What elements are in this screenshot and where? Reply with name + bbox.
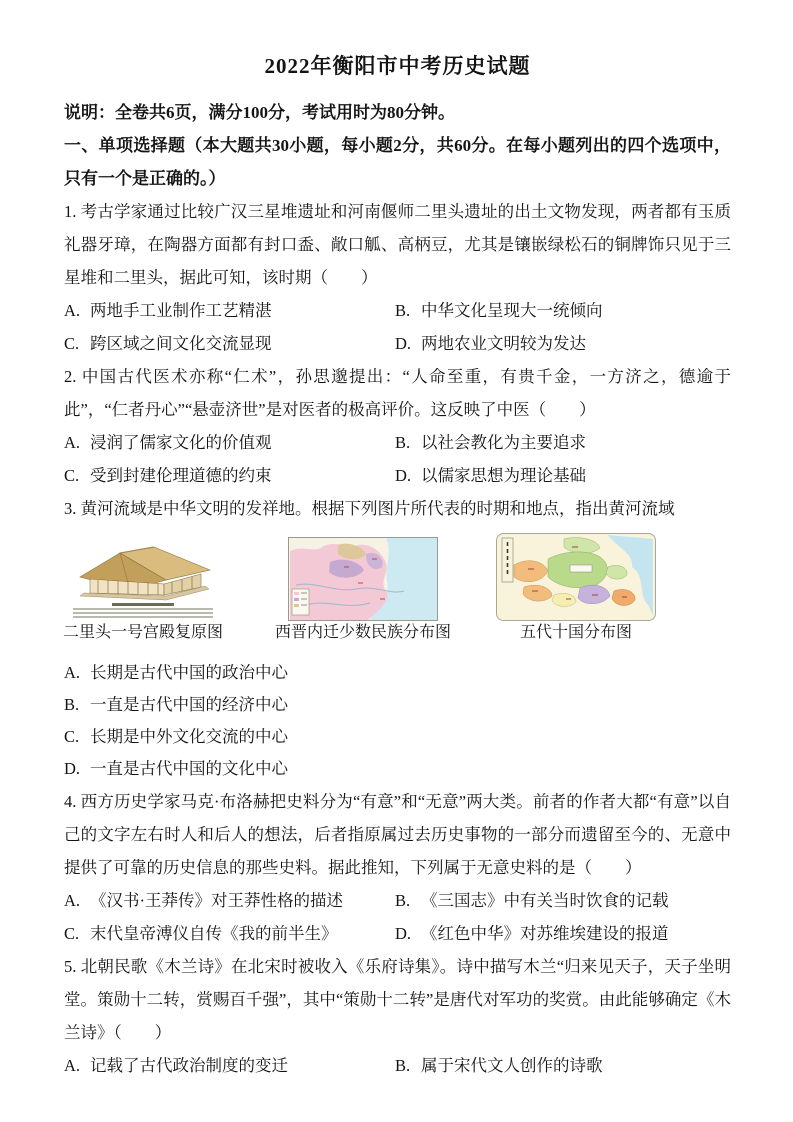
option-label: B.: [395, 301, 411, 320]
option-label: B.: [395, 1056, 411, 1075]
question-stem: 3. 黄河流域是中华文明的发祥地。根据下列图片所代表的时期和地点，指出黄河流域: [64, 499, 675, 518]
figure-caption: 五代十国分布图: [519, 624, 632, 641]
option: [395, 917, 731, 950]
option-text: 属于宋代文人创作的诗歌: [421, 1056, 603, 1075]
option-label: B.: [395, 891, 411, 910]
question-2: [64, 360, 731, 492]
option-label: D.: [64, 759, 81, 778]
option: [64, 689, 731, 721]
question-3-figures: [64, 533, 731, 645]
option-label: C.: [64, 466, 80, 485]
option-text: 跨区域之间文化交流显现: [90, 334, 272, 353]
five-dynasties-ten-kingdoms-map: [496, 533, 656, 621]
options-stack: [64, 657, 731, 785]
option-label: A.: [64, 433, 81, 452]
western-jin-map-figure: [275, 537, 452, 645]
option: [395, 327, 731, 360]
option-text: 浸润了儒家文化的价值观: [90, 433, 272, 452]
erlitou-palace-reconstruction-illustration: [68, 543, 218, 601]
option-text: 以社会教化为主要追求: [421, 433, 586, 452]
question-4: [64, 785, 731, 950]
option-text: 两地手工业制作工艺精湛: [90, 301, 272, 320]
option-text: 两地农业文明较为发达: [421, 334, 586, 353]
option-text: 受到封建伦理道德的约束: [90, 466, 272, 485]
option-text: 中华文化呈现大一统倾向: [421, 301, 603, 320]
figure-caption: 西晋内迁少数民族分布图: [275, 624, 452, 641]
options-row: [64, 294, 731, 360]
erlitou-palace-figure: [63, 543, 224, 645]
option: [64, 459, 395, 492]
option-text: 《红色中华》对苏维埃建设的报道: [421, 924, 669, 943]
figure-caption: 二里头一号宫殿复原图: [63, 624, 224, 641]
question-1: [64, 195, 731, 360]
option-text: 记载了古代政治制度的变迁: [90, 1056, 288, 1075]
section-heading: 一、单项选择题（本大题共30小题，每小题2分，共60分。在每小题列出的四个选项中，只有一个是正确的。）: [64, 136, 731, 188]
option-label: A.: [64, 301, 81, 320]
options-row: [64, 884, 731, 950]
option-text: 一直是古代中国的经济中心: [90, 695, 288, 714]
question-stem: 1. 考古学家通过比较广汉三星堆遗址和河南偃师二里头遗址的出土文物发现，两者都有玉质礼器牙璋，在陶器方面都有封口盉、敞口觚、高柄豆，尤其是镶嵌绿松石的铜牌饰只见于三星堆和二里头，据此可知，该时期（ ）: [64, 202, 731, 287]
option: [64, 884, 395, 917]
options-row: [64, 426, 731, 492]
question-stem: 4. 西方历史学家马克·布洛赫把史料分为“有意”和“无意”两大类。前者的作者大都“有意”以自己的文字左右时人和后人的想法，后者指原属过去历史事物的一部分而遗留至今的、无意中提供了可靠的历史信息的那些史料。据此推知，下列属于无意史料的是（ ）: [64, 792, 731, 877]
options-row: [64, 1049, 731, 1082]
option: [64, 657, 731, 689]
option-label: C.: [64, 334, 80, 353]
option: [64, 1049, 395, 1082]
option: [64, 917, 395, 950]
option: [395, 294, 731, 327]
option: [64, 327, 395, 360]
option: [64, 721, 731, 753]
option: [64, 753, 731, 785]
option-text: 长期是中外文化交流的中心: [90, 727, 288, 746]
option-text: 以儒家思想为理论基础: [421, 466, 586, 485]
option: [64, 426, 395, 459]
figure-inner-title-bar: [112, 603, 174, 606]
option-label: A.: [64, 1056, 81, 1075]
question-stem: 2. 中国古代医术亦称“仁术”，孙思邈提出：“人命至重，有贵千金，一方济之，德逾于此”，“仁者丹心”“悬壶济世”是对医者的极高评价。这反映了中医（ ）: [64, 367, 731, 419]
option-label: D.: [395, 334, 412, 353]
western-jin-minorities-map: [288, 537, 438, 621]
option: [395, 884, 731, 917]
option-label: C.: [64, 924, 80, 943]
option-label: A.: [64, 663, 81, 682]
option-text: 长期是古代中国的政治中心: [90, 663, 288, 682]
option-text: 《三国志》中有关当时饮食的记载: [421, 891, 669, 910]
option: [395, 426, 731, 459]
option: [395, 459, 731, 492]
option-label: B.: [395, 433, 411, 452]
option-label: C.: [64, 727, 80, 746]
exam-instructions: 说明：全卷共6页，满分100分，考试用时为80分钟。: [64, 103, 455, 122]
option-text: 一直是古代中国的文化中心: [90, 759, 288, 778]
five-dynasties-map-figure: [496, 533, 656, 645]
figure-inner-text-lines: [73, 608, 213, 619]
question-3: [64, 492, 731, 785]
option-label: D.: [395, 924, 412, 943]
option: [64, 294, 395, 327]
option-label: D.: [395, 466, 412, 485]
option-text: 末代皇帝溥仪自传《我的前半生》: [90, 924, 338, 943]
question-stem: 5. 北朝民歌《木兰诗》在北宋时被收入《乐府诗集》。诗中描写木兰“归来见天子，天子坐明堂。策勋十二转，赏赐百千强”，其中“策勋十二转”是唐代对军功的奖赏。由此能够确定《木兰诗》（ ）: [64, 957, 731, 1042]
option-text: 《汉书·王莽传》对王莽性格的描述: [90, 891, 343, 910]
page-title: 2022年衡阳市中考历史试题: [264, 54, 531, 78]
option-label: B.: [64, 695, 80, 714]
option-label: A.: [64, 891, 81, 910]
question-5: [64, 950, 731, 1082]
option: [395, 1049, 731, 1082]
